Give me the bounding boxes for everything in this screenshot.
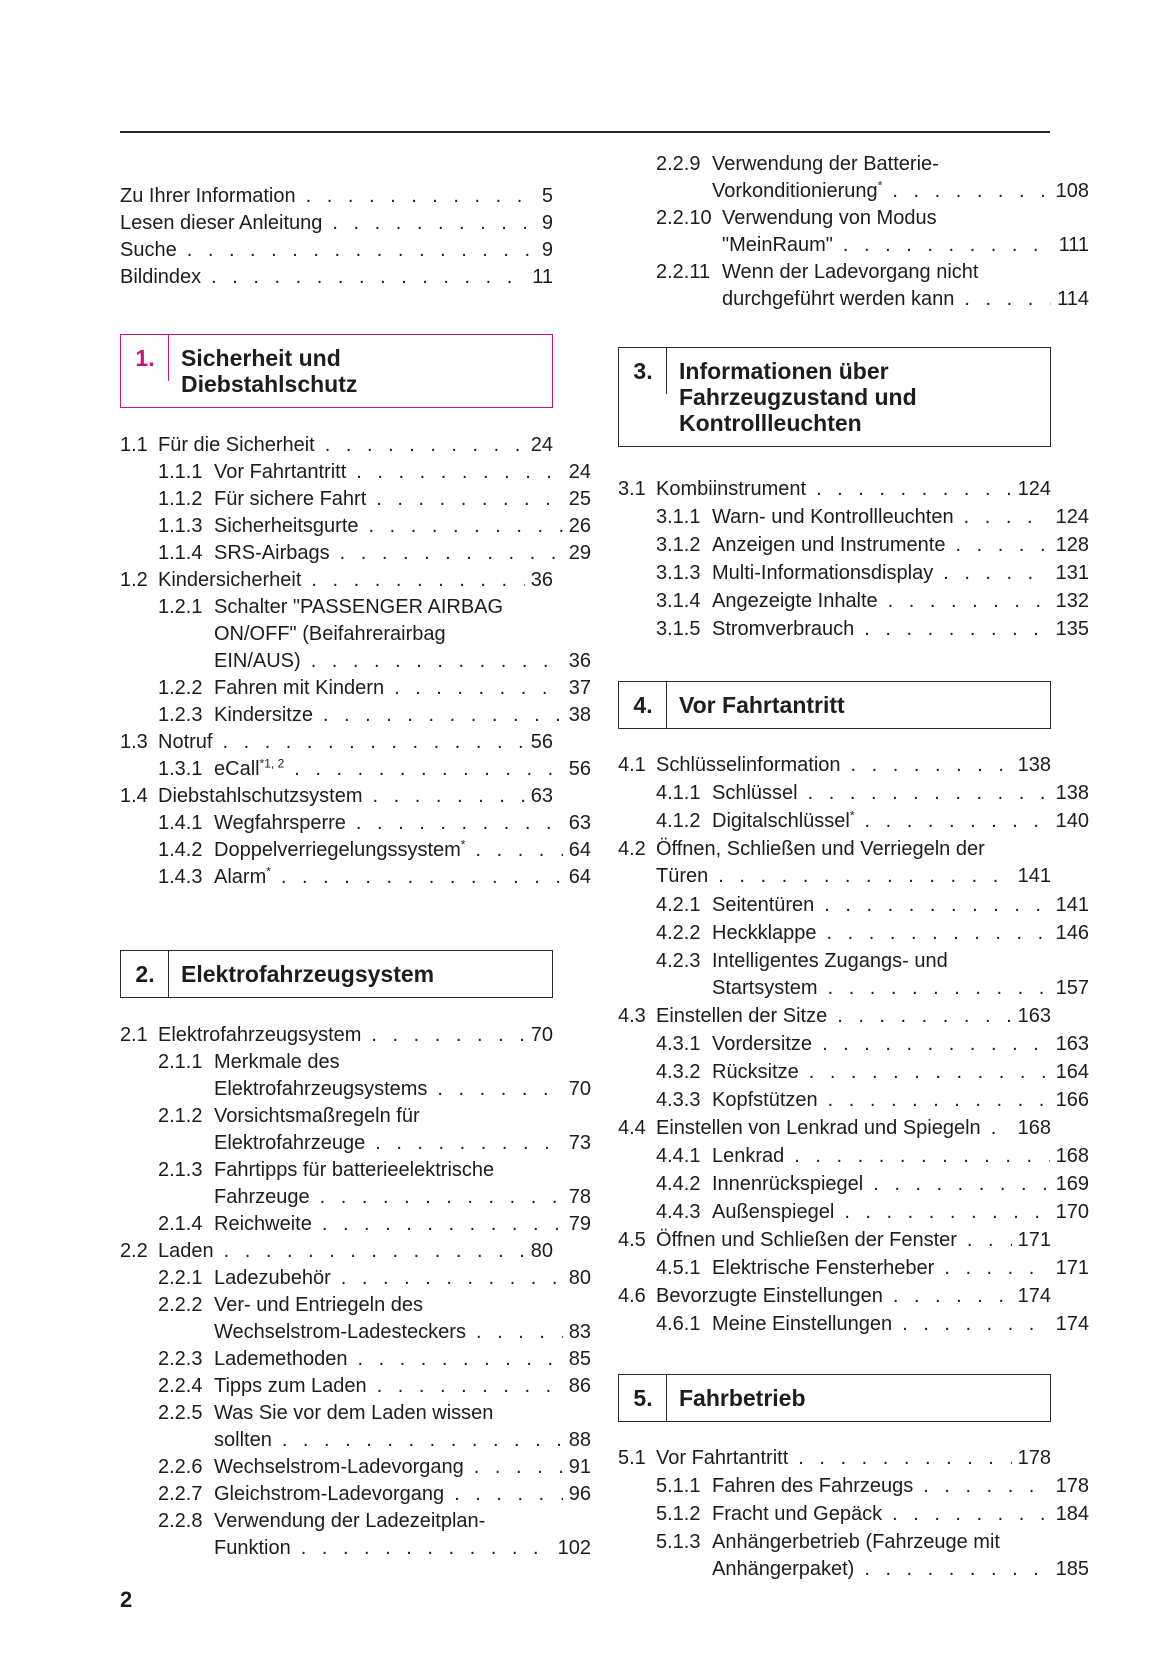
toc-entry[interactable]: 1.4.3 Alarm* . . . 64 — [120, 864, 591, 891]
section-number: 1. — [121, 335, 169, 372]
toc-entry[interactable]: 3.1.2 Anzeigen und Instrumente . . . 128 — [618, 532, 1089, 559]
toc-entry[interactable]: 3.1.3 Multi-Informationsdisplay . . . 131 — [618, 560, 1089, 587]
toc-entry[interactable]: 1.4.1 Wegfahrsperre . . . 63 — [120, 810, 591, 837]
toc-entry[interactable]: 1.1.2 Für sichere Fahrt . . . 25 — [120, 486, 591, 513]
section-4-header[interactable] — [618, 681, 1051, 729]
section-title: Elektrofahrzeugsystem — [181, 961, 435, 987]
toc-entry[interactable]: 4.2.2 Heckklappe . . . 146 — [618, 920, 1089, 947]
toc-entry[interactable]: 1.3.1 eCall$^{*1, 2}$ . . . 56 — [120, 756, 591, 783]
toc-entry[interactable]: 1.3 Notruf . . . 56 — [120, 729, 553, 756]
toc-entry[interactable]: 1.4 Diebstahlschutzsystem . . . 63 — [120, 783, 553, 810]
section-number: 4. — [619, 682, 667, 719]
toc-entry[interactable]: 2.2 Laden . . . 80 — [120, 1238, 553, 1265]
section-title: Vor Fahrtantritt — [679, 692, 845, 718]
toc-entry[interactable]: 2.1.3 Fahrtipps für batterieelektrische Fahrzeuge . . . 78 — [120, 1157, 591, 1211]
toc-entry[interactable]: 5.1.2 Fracht und Gepäck . . . 184 — [618, 1501, 1089, 1528]
toc-entry-intro[interactable]: Lesen dieser Anleitung . . . 9 — [120, 210, 553, 237]
toc-entry[interactable]: 4.4 Einstellen von Lenkrad und Spiegeln . . . 168 — [618, 1115, 1051, 1142]
section-number: 3. — [619, 348, 667, 385]
toc-entry[interactable]: 2.2.11 Wenn der Ladevorgang nicht durchgeführt werden kann . . . 114 — [618, 259, 1089, 313]
toc-entry[interactable]: 4.4.3 Außenspiegel . . . 170 — [618, 1199, 1089, 1226]
toc-entry-intro[interactable]: Bildindex . . . 11 — [120, 264, 553, 291]
section-1-header[interactable] — [120, 334, 553, 408]
toc-entry[interactable]: 4.6 Bevorzugte Einstellungen . . . 174 — [618, 1283, 1051, 1310]
page-number: 2 — [120, 1587, 133, 1612]
toc-entry[interactable]: 4.2 Öffnen, Schließen und Verriegeln der Türen . . . 141 — [618, 836, 1051, 890]
toc-entry[interactable]: 4.1.1 Schlüssel . . . 138 — [618, 780, 1089, 807]
toc-entry[interactable]: 4.5.1 Elektrische Fensterheber . . . 171 — [618, 1255, 1089, 1282]
section-3-header[interactable] — [618, 347, 1051, 447]
toc-entry[interactable]: 2.2.7 Gleichstrom-Ladevorgang . . . 96 — [120, 1481, 591, 1508]
toc-entry[interactable]: 5.1.1 Fahren des Fahrzeugs . . . 178 — [618, 1473, 1089, 1500]
toc-entry[interactable]: 1.1.3 Sicherheitsgurte . . . 26 — [120, 513, 591, 540]
toc-entry[interactable]: 4.2.3 Intelligentes Zugangs- und Startsystem . . . 157 — [618, 948, 1089, 1002]
toc-entry[interactable]: 1.2.2 Fahren mit Kindern . . . 37 — [120, 675, 591, 702]
toc-entry[interactable]: 2.2.3 Lademethoden . . . 85 — [120, 1346, 591, 1373]
toc-entry[interactable]: 2.2.9 Verwendung der Batterie- Vorkonditionierung* . . . 108 — [618, 151, 1089, 205]
section-title: Sicherheit und Diebstahlschutz — [181, 345, 358, 397]
toc-entry[interactable]: 2.1.4 Reichweite . . . 79 — [120, 1211, 591, 1238]
toc-entry[interactable]: 1.1 Für die Sicherheit . . . 24 — [120, 432, 553, 459]
toc-entry[interactable]: 2.1 Elektrofahrzeugsystem . . . 70 — [120, 1022, 553, 1049]
top-rule — [120, 131, 1050, 133]
toc-entry[interactable]: 1.2.3 Kindersitze . . . 38 — [120, 702, 591, 729]
toc-entry[interactable]: 4.6.1 Meine Einstellungen . . . 174 — [618, 1311, 1089, 1338]
section-2-header[interactable] — [120, 950, 553, 998]
toc-entry[interactable]: 4.1.2 Digitalschlüssel* . . . 140 — [618, 808, 1089, 835]
toc-entry[interactable]: 4.5 Öffnen und Schließen der Fenster . . . 171 — [618, 1227, 1051, 1254]
toc-entry[interactable]: 1.2.1 Schalter "PASSENGER AIRBAG ON/OFF" (Beifahrerairbag EIN/AUS) . . . 36 — [120, 594, 591, 675]
section-5-header[interactable] — [618, 1374, 1051, 1422]
toc-entry[interactable]: 5.1 Vor Fahrtantritt . . . 178 — [618, 1445, 1051, 1472]
toc-entry[interactable]: 3.1.1 Warn- und Kontrollleuchten . . . 124 — [618, 504, 1089, 531]
toc-entry[interactable]: 1.1.1 Vor Fahrtantritt . . . 24 — [120, 459, 591, 486]
toc-entry[interactable]: 3.1.5 Stromverbrauch . . . 135 — [618, 616, 1089, 643]
toc-entry[interactable]: 2.2.10 Verwendung von Modus "MeinRaum" . . . 111 — [618, 205, 1089, 259]
toc-entry[interactable]: 1.1.4 SRS-Airbags . . . 29 — [120, 540, 591, 567]
toc-entry[interactable]: 2.2.8 Verwendung der Ladezeitplan- Funktion . . . 102 — [120, 1508, 591, 1562]
toc-entry[interactable]: 4.2.1 Seitentüren . . . 141 — [618, 892, 1089, 919]
toc-entry-intro[interactable]: Suche . . . 9 — [120, 237, 553, 264]
toc-entry[interactable]: 3.1 Kombiinstrument . . . 124 — [618, 476, 1051, 503]
toc-entry[interactable]: 4.3 Einstellen der Sitze . . . 163 — [618, 1003, 1051, 1030]
section-number: 2. — [121, 951, 169, 988]
toc-entry[interactable]: 4.1 Schlüsselinformation . . . 138 — [618, 752, 1051, 779]
section-title: Fahrbetrieb — [679, 1385, 806, 1411]
section-title: Informationen über Fahrzeugzustand und Kontrollleuchten — [679, 358, 917, 436]
toc-entry[interactable]: 4.3.3 Kopfstützen . . . 166 — [618, 1087, 1089, 1114]
toc-entry[interactable]: 3.1.4 Angezeigte Inhalte . . . 132 — [618, 588, 1089, 615]
toc-entry[interactable]: 2.2.2 Ver- und Entriegeln des Wechselstrom-Ladesteckers . . . 83 — [120, 1292, 591, 1346]
toc-entry[interactable]: 4.3.2 Rücksitze . . . 164 — [618, 1059, 1089, 1086]
toc-entry[interactable]: 4.3.1 Vordersitze . . . 163 — [618, 1031, 1089, 1058]
toc-entry[interactable]: 1.4.2 Doppelverriegelungssystem* . . . 64 — [120, 837, 591, 864]
toc-entry[interactable]: 2.2.5 Was Sie vor dem Laden wissen sollten . . . 88 — [120, 1400, 591, 1454]
toc-entry[interactable]: 2.2.4 Tipps zum Laden . . . 86 — [120, 1373, 591, 1400]
toc-entry[interactable]: 4.4.1 Lenkrad . . . 168 — [618, 1143, 1089, 1170]
toc-entry[interactable]: 2.1.2 Vorsichtsmaßregeln für Elektrofahrzeuge . . . 73 — [120, 1103, 591, 1157]
toc-entry[interactable]: 2.1.1 Merkmale des Elektrofahrzeugsystems . . . 70 — [120, 1049, 591, 1103]
toc-entry[interactable]: 5.1.3 Anhängerbetrieb (Fahrzeuge mit Anhängerpaket) . . . 185 — [618, 1529, 1089, 1583]
toc-entry-intro[interactable]: Zu Ihrer Information . . . 5 — [120, 183, 553, 210]
toc-entry[interactable]: 2.2.6 Wechselstrom-Ladevorgang . . . 91 — [120, 1454, 591, 1481]
toc-entry[interactable]: 2.2.1 Ladezubehör . . . 80 — [120, 1265, 591, 1292]
section-number: 5. — [619, 1375, 667, 1412]
toc-entry[interactable]: 1.2 Kindersicherheit . . . 36 — [120, 567, 553, 594]
toc-entry[interactable]: 4.4.2 Innenrückspiegel . . . 169 — [618, 1171, 1089, 1198]
